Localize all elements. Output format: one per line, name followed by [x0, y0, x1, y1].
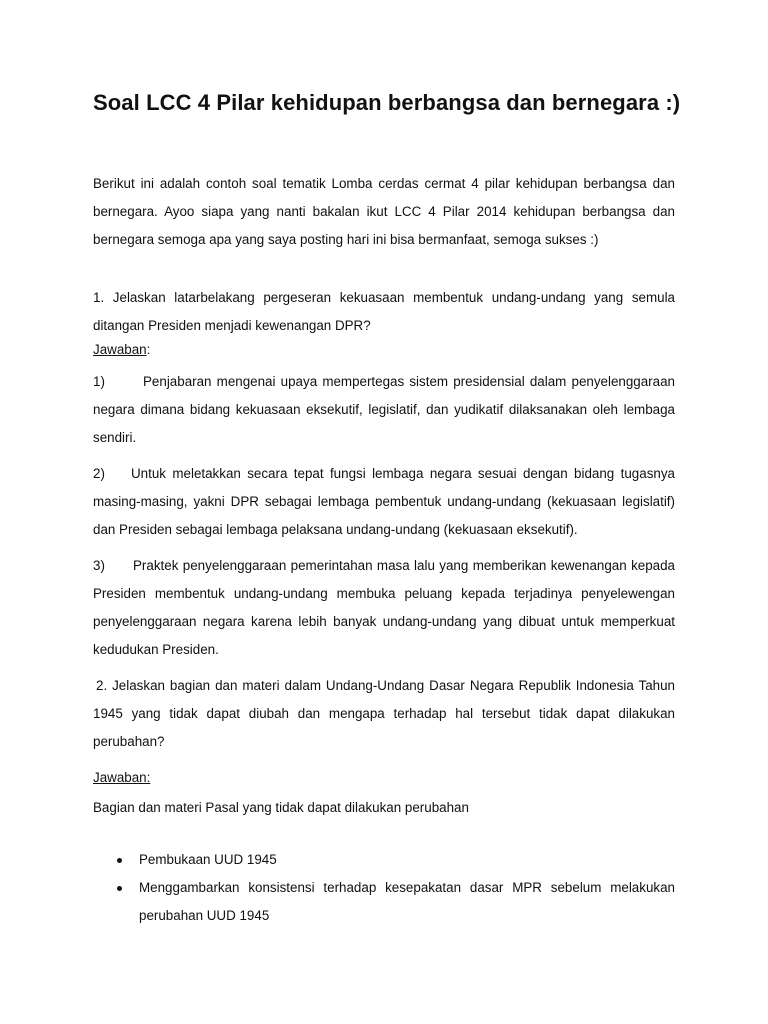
list-item — [93, 874, 675, 930]
answer-label-2: Jawaban: — [93, 770, 151, 785]
list-item-text: Menggambarkan konsistensi terhadap kesepakatan dasar MPR sebelum melakukan perubahan UUD 1945 — [139, 880, 675, 923]
answer-label-1 — [93, 340, 675, 360]
list-item — [93, 846, 675, 874]
bullet-icon — [117, 858, 122, 863]
document-title: Soal LCC 4 Pilar kehidupan berbangsa dan bernegara :) — [93, 90, 681, 115]
document-content — [93, 86, 681, 930]
item-text: Praktek penyelenggaraan pemerintahan masa lalu yang memberikan kewenangan kepada Presiden membentuk undang-undang membuka peluang kepada terjadinya penyelewengan penyelenggaraan negara karena lebih banyak undang-undang yang dibuat untuk memperkuat kedudukan Presiden. — [93, 558, 675, 657]
item-number: 1) — [93, 374, 105, 389]
answer-1-item-1 — [93, 368, 675, 452]
answer-2-bullet-list — [93, 846, 675, 930]
item-text: Penjabaran mengenai upaya mempertegas sistem presidensial dalam penyelenggaraan negara dimana bidang kekuasaan eksekutif, legislatif, dan yudikatif dilaksanakan oleh lembaga sendiri. — [93, 374, 675, 445]
answer-1-item-2 — [93, 460, 675, 544]
answer-label-1-colon: : — [146, 342, 151, 357]
intro-paragraph: Berikut ini adalah contoh soal tematik Lomba cerdas cermat 4 pilar kehidupan berbangsa dan bernegara. Ayoo siapa yang nanti bakalan ikut LCC 4 Pilar 2014 kehidupan berbangsa dan bernegara semoga apa yang saya posting hari ini bisa bermanfaat, semoga sukses :) — [93, 176, 675, 247]
item-text: Untuk meletakkan secara tepat fungsi lembaga negara sesuai dengan bidang tugasnya masing-masing, yakni DPR sebagai lembaga pembentuk undang-undang (kekuasaan legislatif) dan Presiden sebagai lembaga pelaksana undang-undang (kekuasaan eksekutif). — [93, 466, 675, 537]
answer-2-lead: Bagian dan materi Pasal yang tidak dapat dilakukan perubahan — [93, 800, 469, 815]
list-item-text: Pembukaan UUD 1945 — [139, 852, 277, 867]
answer-label-1-text: Jawaban — [93, 342, 147, 357]
question-1: 1. Jelaskan latarbelakang pergeseran kekuasaan membentuk undang-undang yang semula ditangan Presiden menjadi kewenangan DPR? — [93, 290, 675, 333]
bullet-icon — [117, 886, 122, 891]
item-number: 2) — [93, 466, 105, 481]
item-number: 3) — [93, 558, 105, 573]
question-2: 2. Jelaskan bagian dan materi dalam Undang-Undang Dasar Negara Republik Indonesia Tahun 1945 yang tidak dapat diubah dan mengapa terhadap hal tersebut tidak dapat dilakukan perubahan? — [93, 678, 675, 749]
answer-1-item-3 — [93, 552, 675, 664]
